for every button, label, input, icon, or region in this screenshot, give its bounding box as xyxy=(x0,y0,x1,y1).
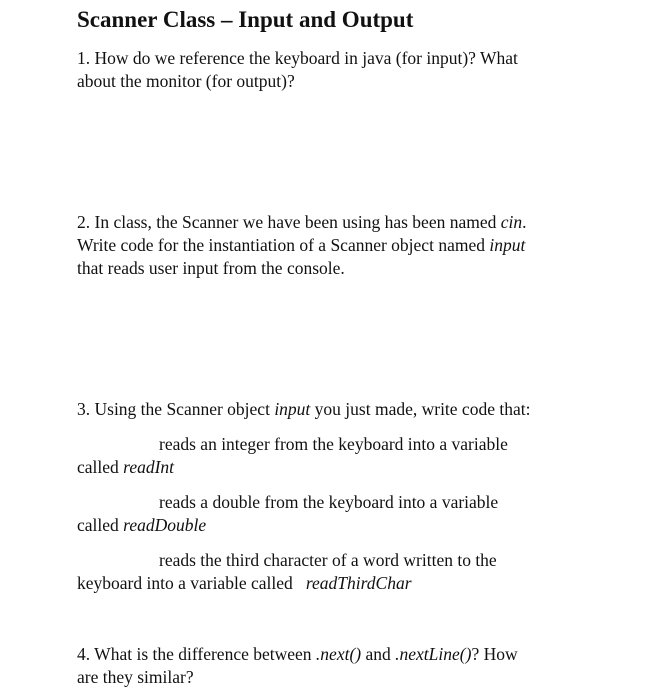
question-3-item-line-2: called readInt xyxy=(77,457,175,477)
variable-name: readThirdChar xyxy=(305,573,412,593)
question-3-item xyxy=(77,491,498,537)
question-2 xyxy=(77,211,527,280)
question-3-item xyxy=(77,549,497,595)
question-4-line-2: are they similar? xyxy=(77,667,194,687)
question-2-line-2: Write code for the instantiation of a Scanner object named input xyxy=(77,235,526,255)
question-2-line-1: 2. In class, the Scanner we have been using has been named cin. xyxy=(77,212,527,232)
question-3-item xyxy=(77,433,508,479)
input-term: input xyxy=(274,399,311,419)
question-1-line-2: about the monitor (for output)? xyxy=(77,71,295,91)
variable-name: readDouble xyxy=(123,515,207,535)
question-3-item-line-1: reads a double from the keyboard into a variable xyxy=(159,492,499,512)
question-4-line-1: 4. What is the difference between .next() and .nextLine()? How xyxy=(77,644,518,664)
question-4 xyxy=(77,643,518,689)
question-3-item-line-1: reads an integer from the keyboard into a variable xyxy=(159,434,508,454)
nextline-method-term: .nextLine() xyxy=(395,644,472,664)
cin-term: cin xyxy=(500,212,523,232)
question-3-intro: 3. Using the Scanner object input you just made, write code that: xyxy=(77,399,531,419)
input-term: input xyxy=(489,235,526,255)
question-3 xyxy=(77,398,530,421)
page-title: Scanner Class – Input and Output xyxy=(77,7,414,32)
question-2-line-3: that reads user input from the console. xyxy=(77,258,345,278)
question-3-item-line-1: reads the third character of a word written to the xyxy=(159,550,497,570)
variable-name: readInt xyxy=(123,457,175,477)
question-3-item-line-2: keyboard into a variable called readThirdChar xyxy=(77,573,412,593)
question-1-line-1: 1. How do we reference the keyboard in java (for input)? What xyxy=(77,48,518,68)
question-1 xyxy=(77,47,518,93)
next-method-term: .next() xyxy=(315,644,362,664)
question-3-item-line-2: called readDouble xyxy=(77,515,207,535)
